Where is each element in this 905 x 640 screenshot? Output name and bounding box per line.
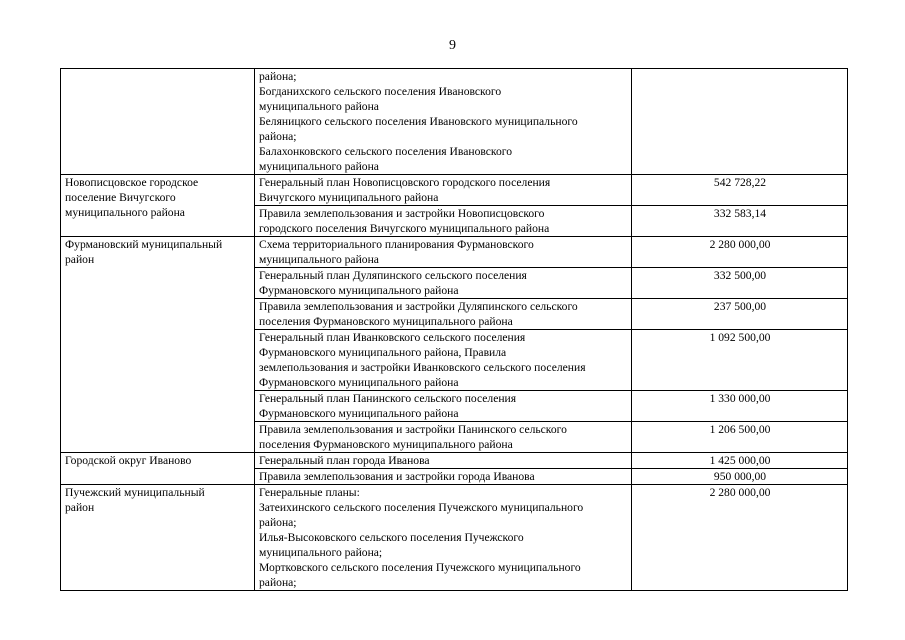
document-line: Фурмановского муниципального района, Правила: [259, 346, 507, 359]
municipality-name-line: Пучежский муниципальный: [65, 486, 205, 499]
document-line: Генеральный план Дуляпинского сельского поселения: [259, 269, 527, 282]
amount-value: 1 092 500,00: [709, 331, 771, 344]
table-row: [61, 453, 848, 469]
document-line: Вичугского муниципального района: [259, 191, 439, 204]
amount-cell: [632, 330, 848, 391]
document-line: Беляницкого сельского поселения Ивановского муниципального: [259, 115, 578, 128]
document-line: муниципального района: [259, 160, 379, 173]
amount-cell: [632, 69, 848, 175]
municipality-name-line: район: [65, 501, 95, 514]
amount-cell: [632, 422, 848, 453]
amount-cell: [632, 175, 848, 206]
document-cell: [255, 69, 632, 175]
amount-cell: [632, 391, 848, 422]
document-line: муниципального района: [259, 253, 379, 266]
document-line: Затеихинского сельского поселения Пучежского муниципального: [259, 501, 584, 514]
document-line: муниципального района;: [259, 546, 383, 559]
document-line: Балахонковского сельского поселения Ивановского: [259, 145, 513, 158]
municipality-name-cell: [61, 175, 255, 237]
municipality-name-cell: [61, 453, 255, 485]
amount-cell: [632, 485, 848, 591]
document-line: Генеральный план Панинского сельского поселения: [259, 392, 517, 405]
document-cell: [255, 237, 632, 268]
document-line: Фурмановского муниципального района: [259, 284, 459, 297]
budget-table-body: [61, 69, 848, 591]
document-line: Правила землепользования и застройки Панинского сельского: [259, 423, 567, 436]
table-row: [61, 485, 848, 591]
document-line: поселения Фурмановского муниципального района: [259, 315, 513, 328]
document-line: Мортковского сельского поселения Пучежского муниципального: [259, 561, 581, 574]
document-line: Генеральные планы:: [259, 486, 360, 499]
document-cell: [255, 469, 632, 485]
amount-cell: [632, 268, 848, 299]
municipality-name-cell: [61, 69, 255, 175]
document-cell: [255, 422, 632, 453]
municipality-name-line: Новописцовское городское: [65, 176, 199, 189]
document-cell: [255, 453, 632, 469]
amount-cell: [632, 237, 848, 268]
document-line: Генеральный план города Иванова: [259, 454, 430, 467]
table-row: [61, 237, 848, 268]
table-row: [61, 69, 848, 175]
budget-table: [60, 68, 848, 591]
document-cell: [255, 175, 632, 206]
document-line: землепользования и застройки Иванковского сельского поселения: [259, 361, 586, 374]
document-line: Генеральный план Новописцовского городского поселения: [259, 176, 551, 189]
document-line: Богданихского сельского поселения Ивановского: [259, 85, 502, 98]
amount-value: 542 728,22: [713, 176, 767, 189]
amount-value: 1 330 000,00: [709, 392, 771, 405]
document-line: городского поселения Вичугского муниципального района: [259, 222, 550, 235]
document-line: района;: [259, 130, 297, 143]
amount-value: 1 425 000,00: [709, 454, 771, 467]
document-line: поселения Фурмановского муниципального района: [259, 438, 513, 451]
amount-cell: [632, 469, 848, 485]
amount-cell: [632, 299, 848, 330]
document-line: района;: [259, 576, 297, 589]
document-cell: [255, 330, 632, 391]
amount-value: 332 500,00: [713, 269, 767, 282]
document-line: Схема территориального планирования Фурмановского: [259, 238, 534, 251]
amount-value: 237 500,00: [713, 300, 767, 313]
amount-value: 2 280 000,00: [709, 486, 771, 499]
municipality-name-cell: [61, 237, 255, 453]
table-row: [61, 175, 848, 206]
document-line: Фурмановского муниципального района: [259, 376, 459, 389]
document-line: Правила землепользования и застройки Дуляпинского сельского: [259, 300, 578, 313]
municipality-name-cell: [61, 485, 255, 591]
document-line: района;: [259, 70, 297, 83]
municipality-name-line: муниципального района: [65, 206, 185, 219]
amount-value: 332 583,14: [713, 207, 767, 220]
document-cell: [255, 485, 632, 591]
document-cell: [255, 391, 632, 422]
document-line: муниципального района: [259, 100, 379, 113]
municipality-name-line: район: [65, 253, 95, 266]
document-line: Фурмановского муниципального района: [259, 407, 459, 420]
municipality-name-line: Фурмановский муниципальный: [65, 238, 223, 251]
municipality-name-line: поселение Вичугского: [65, 191, 176, 204]
amount-value: 2 280 000,00: [709, 238, 771, 251]
document-cell: [255, 268, 632, 299]
document-line: района;: [259, 516, 297, 529]
document-cell: [255, 206, 632, 237]
municipality-name-line: Городской округ Иваново: [65, 454, 192, 467]
document-line: Правила землепользования и застройки Новописцовского: [259, 207, 545, 220]
document-line: Генеральный план Иванковского сельского поселения: [259, 331, 526, 344]
page-number: 9: [449, 38, 456, 53]
document-cell: [255, 299, 632, 330]
amount-cell: [632, 206, 848, 237]
document-line: Правила землепользования и застройки города Иванова: [259, 470, 535, 483]
document-line: Илья-Высоковского сельского поселения Пучежского: [259, 531, 524, 544]
amount-cell: [632, 453, 848, 469]
amount-value: 1 206 500,00: [709, 423, 771, 436]
amount-value: 950 000,00: [713, 470, 767, 483]
